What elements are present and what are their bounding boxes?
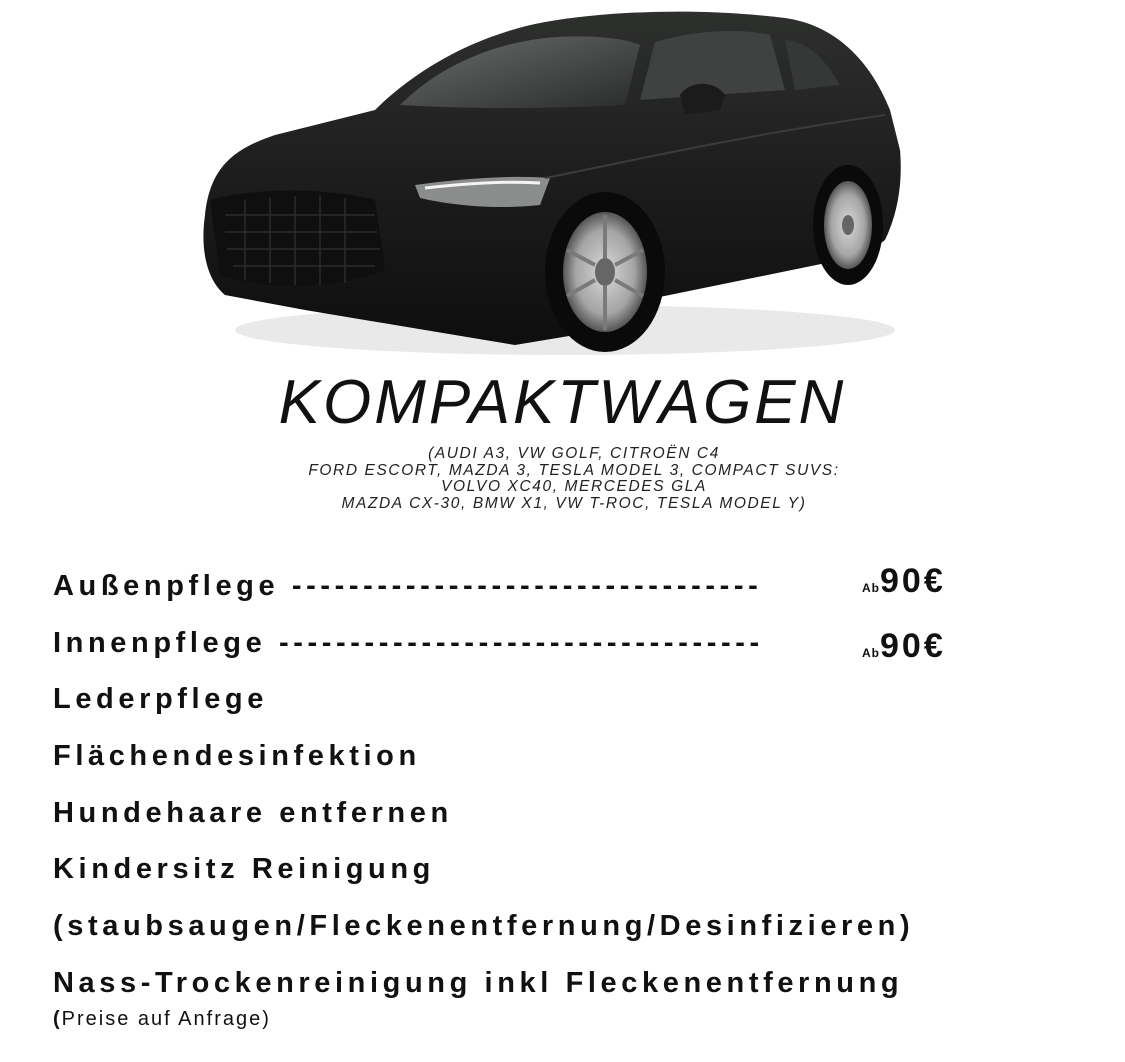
model-list-line: FORD ESCORT, MAZDA 3, TESLA MODEL 3, COMPACT SUVS: — [308, 461, 840, 479]
note-open-paren: ( — [53, 1008, 62, 1030]
model-list — [0, 446, 1125, 512]
car-image — [185, 0, 910, 365]
model-list-line: (AUDI A3, VW GOLF, CITROËN C4 — [428, 445, 720, 462]
service-child-seat-detail: (staubsaugen/Fleckenentfernung/Desinfizieren) — [53, 910, 915, 943]
service-disinfection: Flächendesinfektion — [53, 740, 421, 773]
service-interior: Innenpflege ---------------------------------- — [53, 626, 764, 659]
service-child-seat: Kindersitz Reinigung — [53, 853, 435, 886]
model-list-line: MAZDA CX-30, BMW X1, VW T-ROC, TESLA MODEL Y) — [341, 494, 807, 512]
price-note — [53, 1008, 271, 1031]
service-exterior: Außenpflege --------------------------------- — [53, 570, 763, 602]
service-dog-hair: Hundehaare entfernen — [53, 796, 453, 829]
service-leather: Lederpflege — [53, 683, 268, 716]
model-list-line: VOLVO XC40, MERCEDES GLA — [441, 478, 707, 495]
price-prefix: Ab — [862, 646, 880, 660]
price-exterior — [862, 562, 946, 601]
page-title: KOMPAKTWAGEN — [278, 368, 847, 437]
service-wet-dry-cleaning: Nass-Trockenreinigung inkl Fleckenentfernung — [53, 966, 904, 999]
service-list — [53, 558, 1113, 1012]
compact-sedan-car-image — [185, 0, 910, 365]
price-prefix: Ab — [862, 581, 880, 595]
price-amount: 90€ — [880, 562, 946, 600]
note-text: Preise auf Anfrage) — [61, 1008, 271, 1030]
price-amount: 90€ — [880, 627, 946, 665]
price-interior — [862, 627, 946, 666]
